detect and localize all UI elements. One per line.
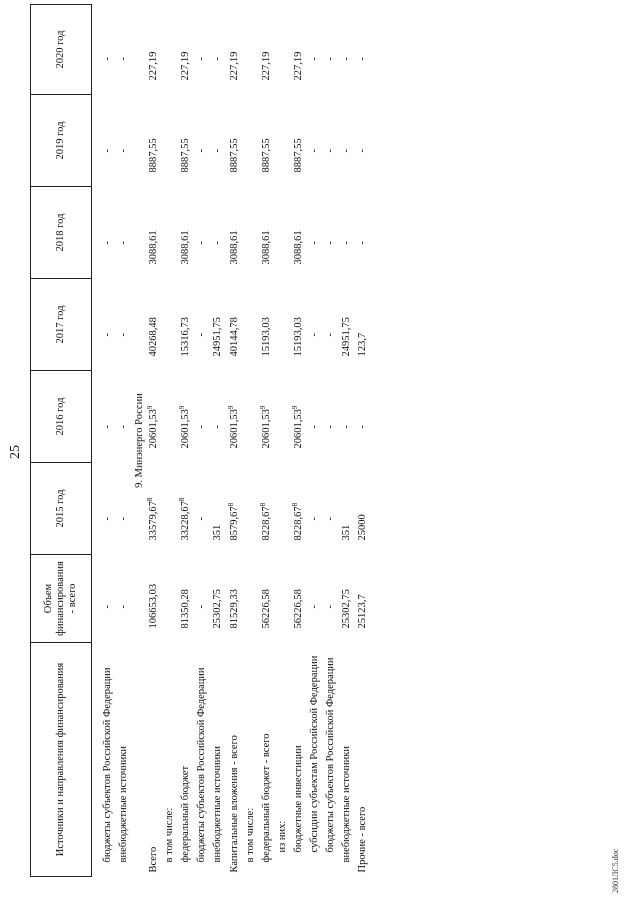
cell-total: 81350,28 — [180, 589, 192, 629]
cell-2018: - — [102, 241, 113, 245]
cell-total: 81529,33 — [228, 589, 240, 629]
row-label: бюджетные инвестиции — [292, 745, 304, 853]
row-label: федеральный бюджет — [180, 765, 192, 863]
cell-total: 56226,58 — [292, 589, 304, 629]
cell-total: 56226,58 — [260, 589, 272, 629]
cell-2020: - — [196, 57, 208, 61]
cell-2015: 25000 — [357, 514, 368, 541]
cell-2020: - — [340, 57, 352, 61]
cell-2016: - — [357, 425, 368, 429]
cell-2020: - — [118, 57, 130, 61]
footnote-mark: 8 — [258, 502, 267, 507]
page-number: 25 — [8, 445, 23, 459]
cell-2016: - — [324, 425, 336, 429]
section-title: 9. Минэнерго России — [134, 393, 146, 488]
header-total: Объем финансирования - всего — [31, 555, 92, 643]
row-label: бюджеты субъектов Российской Федерации — [102, 667, 113, 863]
cell-2017: 123,7 — [357, 332, 368, 357]
cell-2018: - — [357, 241, 368, 245]
table-row — [210, 5, 226, 877]
financing-table — [30, 4, 371, 877]
cell-2015: 8228,67$^8$ — [258, 502, 272, 541]
cell-2015: 33228,67$^8$ — [178, 497, 192, 541]
header-2016: 2016 год — [31, 371, 92, 463]
table-row — [355, 5, 371, 877]
table-row — [194, 5, 210, 877]
cell-2017: 24951,75 — [212, 317, 224, 357]
cell-2018: 3088,61 — [180, 230, 192, 265]
row-label: внебюджетные источники — [118, 745, 130, 863]
cell-2017: - — [324, 333, 336, 337]
cell-2019: - — [340, 149, 352, 153]
cell-2015: - — [102, 517, 113, 521]
cell-2016: - — [212, 425, 224, 429]
cell-2019: - — [357, 149, 368, 153]
header-2018: 2018 год — [31, 187, 92, 279]
table-row — [100, 5, 116, 877]
cell-2020: 227,19 — [228, 51, 240, 81]
cell-2016: - — [118, 425, 130, 429]
cell-2017: 40268,48 — [148, 317, 160, 357]
cell-total: - — [324, 605, 336, 609]
row-label: Капитальные вложения - всего — [228, 735, 240, 873]
header-2020: 2020 год — [31, 5, 92, 95]
cell-2015: - — [324, 517, 336, 521]
row-label: в том числе: — [244, 807, 256, 863]
cell-total: 106653,03 — [148, 583, 160, 629]
cell-2020: - — [102, 57, 113, 61]
cell-2019: 8887,55 — [148, 138, 160, 173]
cell-2020: - — [308, 57, 320, 61]
cell-2017: 15193,03 — [292, 317, 304, 357]
table-row — [275, 5, 291, 877]
cell-total: - — [118, 605, 130, 609]
cell-2020: 227,19 — [292, 51, 304, 81]
header-2015: 2015 год — [31, 463, 92, 555]
cell-2016: 20601,53$^9$ — [258, 405, 272, 449]
cell-2015: 33579,67$^8$ — [146, 497, 160, 541]
table-row — [146, 5, 162, 877]
cell-2016: - — [102, 425, 113, 429]
header-2017: 2017 год — [31, 279, 92, 371]
cell-2017: 15316,73 — [180, 317, 192, 357]
row-label: из них: — [276, 820, 288, 853]
table-row — [162, 5, 178, 877]
cell-2020: 227,19 — [148, 51, 160, 81]
cell-2016: 20601,53$^9$ — [178, 405, 192, 449]
table-row — [307, 5, 323, 877]
cell-2018: - — [196, 241, 208, 245]
footnote-mark: 9 — [258, 405, 267, 410]
row-label: в том числе: — [164, 807, 176, 863]
cell-total: - — [102, 605, 113, 609]
cell-total: 25123,7 — [357, 594, 368, 629]
table-row — [339, 5, 355, 877]
header-2019: 2019 год — [31, 95, 92, 187]
cell-2019: 8887,55 — [228, 138, 240, 173]
cell-2017: 24951,75 — [340, 317, 352, 357]
cell-total: 25302,75 — [340, 589, 352, 629]
row-label: Прочие - всего — [357, 806, 368, 873]
table-header-row — [31, 5, 92, 877]
table-row — [116, 5, 132, 877]
footnote-mark: 9 — [226, 405, 235, 410]
cell-2017: 15193,03 — [260, 317, 272, 357]
cell-2015: 8579,67$^8$ — [226, 502, 240, 541]
cell-2017: - — [196, 333, 208, 337]
cell-2015: 351 — [340, 524, 352, 541]
row-label: федеральный бюджет - всего — [260, 733, 272, 863]
cell-total: 25302,75 — [212, 589, 224, 629]
row-label: внебюджетные источники — [212, 745, 224, 863]
document-code: 2801ЛС5.doc — [611, 848, 620, 893]
footnote-mark: 8 — [146, 497, 155, 502]
cell-2018: - — [340, 241, 352, 245]
cell-2020: - — [324, 57, 336, 61]
cell-2016: - — [308, 425, 320, 429]
footnote-mark: 9 — [146, 405, 155, 410]
footnote-mark: 8 — [178, 497, 187, 502]
cell-2018: - — [118, 241, 130, 245]
cell-2016: - — [340, 425, 352, 429]
cell-2018: - — [308, 241, 320, 245]
cell-2016: 20601,53$^9$ — [146, 405, 160, 449]
cell-2020: - — [357, 57, 368, 61]
cell-2017: 40144,78 — [228, 317, 240, 357]
cell-total: - — [196, 605, 208, 609]
cell-2019: - — [324, 149, 336, 153]
table-row — [178, 5, 194, 877]
header-source: Источники и направления финансирования — [31, 643, 92, 877]
cell-2018: 3088,61 — [148, 230, 160, 265]
cell-2020: - — [212, 57, 224, 61]
cell-2018: 3088,61 — [292, 230, 304, 265]
cell-2015: - — [308, 517, 320, 521]
cell-2016: 20601,53$^9$ — [290, 405, 304, 449]
cell-2020: 227,19 — [260, 51, 272, 81]
cell-2019: - — [196, 149, 208, 153]
cell-total: - — [308, 605, 320, 609]
row-label: внебюджетные источники — [340, 745, 352, 863]
table-row — [323, 5, 339, 877]
cell-2019: 8887,55 — [292, 138, 304, 173]
cell-2015: 8228,67$^8$ — [290, 502, 304, 541]
cell-2018: - — [324, 241, 336, 245]
cell-2015: 351 — [212, 524, 224, 541]
cell-2019: 8887,55 — [260, 138, 272, 173]
row-label: бюджеты субъектов Российской Федерации — [196, 667, 208, 863]
cell-2018: - — [212, 241, 224, 245]
cell-2017: - — [308, 333, 320, 337]
footnote-mark: 9 — [290, 405, 299, 410]
table-row — [227, 5, 243, 877]
footnote-mark: 9 — [178, 405, 187, 410]
cell-2018: 3088,61 — [228, 230, 240, 265]
cell-2017: - — [118, 333, 130, 337]
cell-2019: - — [308, 149, 320, 153]
table-row — [291, 5, 307, 877]
cell-2019: 8887,55 — [180, 138, 192, 173]
table-row — [259, 5, 275, 877]
row-label: бюджеты субъектов Российской Федерации — [324, 657, 336, 853]
cell-2018: 3088,61 — [260, 230, 272, 265]
row-label: субсидии субъектам Российской Федерации — [308, 655, 320, 853]
cell-2017: - — [102, 333, 113, 337]
cell-2016: 20601,53$^9$ — [226, 405, 240, 449]
cell-2016: - — [196, 425, 208, 429]
cell-2020: 227,19 — [180, 51, 192, 81]
cell-2019: - — [118, 149, 130, 153]
footnote-mark: 8 — [290, 502, 299, 507]
table-row — [243, 5, 259, 877]
cell-2019: - — [212, 149, 224, 153]
footnote-mark: 8 — [226, 502, 235, 507]
row-label: Всего — [148, 846, 160, 873]
cell-2019: - — [102, 149, 113, 153]
cell-2015: - — [118, 517, 130, 521]
cell-2015: - — [196, 517, 208, 521]
section-row — [132, 5, 146, 877]
